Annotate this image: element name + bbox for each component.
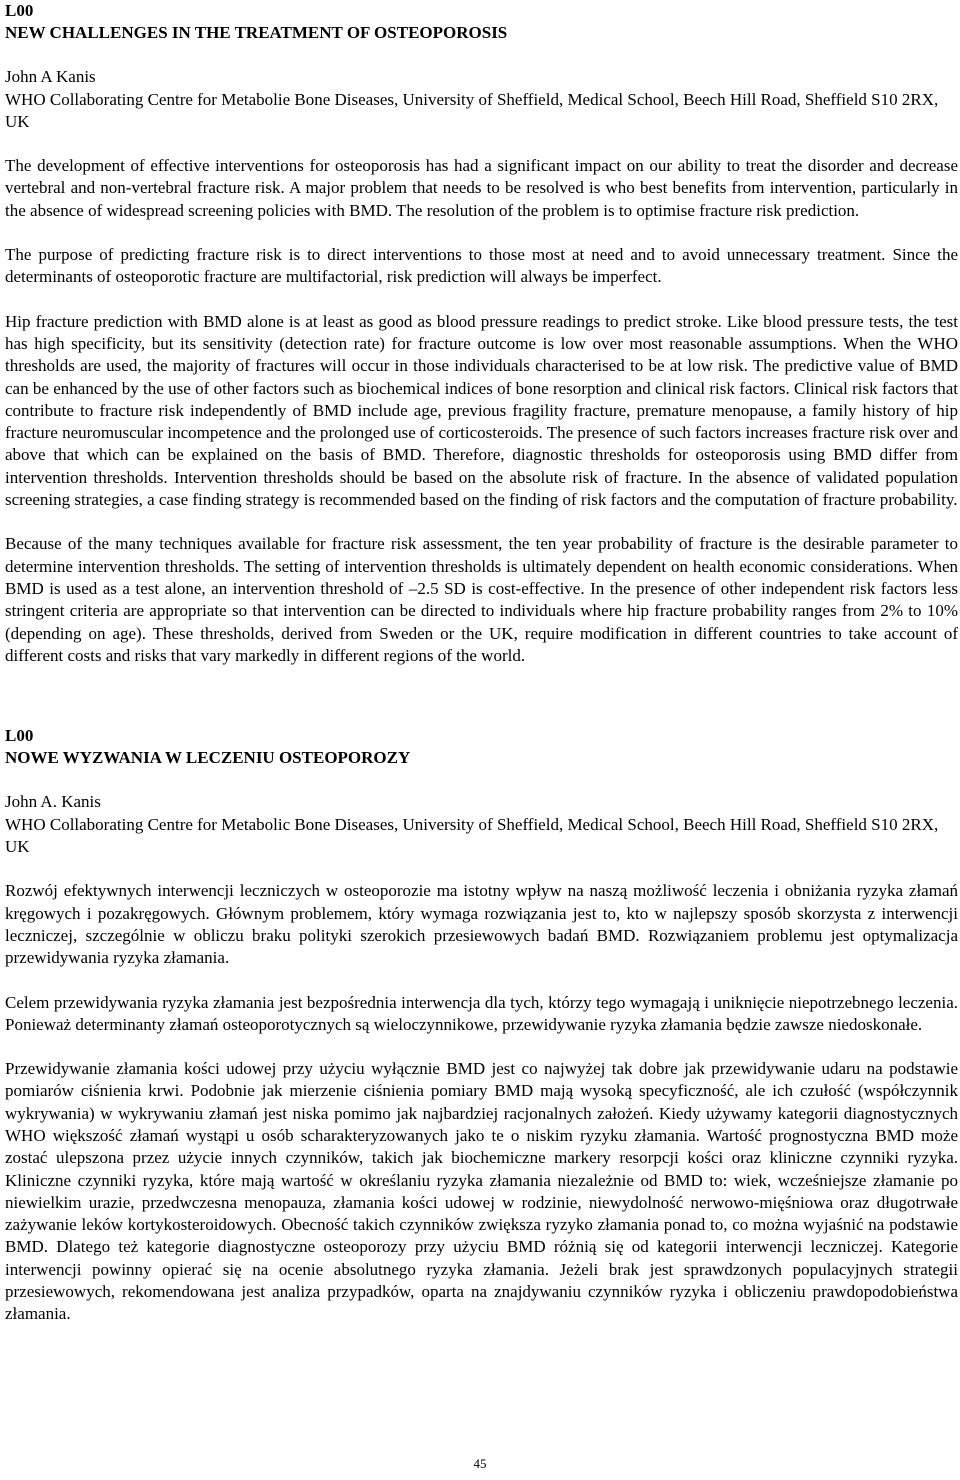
abstract-paragraph: Because of the many techniques available for fracture risk assessment, the ten year probability of fracture is the desirable parameter to determine intervention thresholds. The setting of intervention thresholds is ultimately dependent on health economic considerations. When BMD is used as a test alone, an intervention threshold of –2.5 SD is cost-effective. In the presence of other independent risk factors less stringent criteria are appropriate so that intervention can be directed to individuals where hip fracture probability ranges from 2% to 10% (depending on age). These thresholds, derived from Sweden or the UK, require modification in different countries to take account of different costs and risks that vary markedly in different regions of the world. [5,534,958,665]
abstract-title: NEW CHALLENGES IN THE TREATMENT OF OSTEOPOROSIS [5,23,508,42]
abstract-paragraph: Hip fracture prediction with BMD alone is at least as good as blood pressure readings to predict stroke. Like blood pressure tests, the test has high specificity, but its sensitivity (detection rate) for fracture outcome is low over most reasonable assumptions. When the WHO thresholds are used, the majority of fractures will occur in those individuals characterised to be at low risk. The predictive value of BMD can be enhanced by the use of other factors such as biochemical indices of bone resorption and clinical risk factors. Clinical risk factors that contribute to fracture risk independently of BMD include age, previous fragility fracture, premature menopause, a family history of hip fracture neuromuscular incompetence and the prolonged use of corticosteroids. The presence of such factors increases fracture risk over and above that which can be explained on the basis of BMD. Therefore, diagnostic thresholds for osteoporosis using BMD differ from intervention thresholds. Intervention thresholds should be based on the absolute risk of fracture. In the absence of validated population screening strategies, a case finding strategy is recommended based on the finding of risk factors and the computation of fracture probability. [5,311,958,510]
abstract-code: L00 [5,726,34,746]
spacer [5,289,958,311]
author-affiliation: WHO Collaborating Centre for Metabolie Bone Diseases, University of Sheffield, Medical School, Beech Hill Road, Sheffield S10 2RX, UK [5,89,939,131]
abstract-paragraph: The purpose of predicting fracture risk is to direct interventions to those most at need and to avoid unnecessary treatment. Since the determinants of osteoporotic fracture are multifactorial, risk prediction will always be imperfect. [5,245,958,287]
abstract-code: L00 [5,1,34,20]
spacer [5,769,958,791]
spacer [5,222,958,244]
abstract-paragraph: Przewidywanie złamania kości udowej przy użyciu wyłącznie BMD jest co najwyżej tak dobre jak przewidywanie udaru na podstawie pomiarów ciśnienia krwi. Podobnie jak mierzenie ciśnienia pomiary BMD mają wysoką specyficzność, ale ich czułość (współczynnik wykrywania) w wykrywaniu złamań jest niska pomimo jak najbardziej racjonalnych założeń. Kiedy używamy kategorii diagnostycznych WHO większość złamań wystąpi u osób scharakteryzowanych jako te o niskim ryzyku złamania. Wartość prognostyczna BMD może zostać ulepszona przez użycie innych czynników, takich jak biochemiczne markery resorpcji kości oraz kliniczne czynniki ryzyka. Kliniczne czynniki ryzyka, które mają wartość w określaniu ryzyka złamania niezależnie od BMD to: wiek, wcześniejsze złamanie po niewielkim urazie, przedwczesna menopauza, złamania kości udowej w rodzinie, niewydolność nerwowo-mięśniowa oraz długotrwałe zażywanie leków kortykosteroidowych. Obecność takich czynników zwiększa ryzyko złamania ponad to, co można wyjaśnić na podstawie BMD. Dlatego też kategorie diagnostyczne osteoporozy przy użyciu BMD różnią się od kategorii interwencji leczniczej. Kategorie interwencji powinny opierać się na ocenie absolutnego ryzyka złamania. Jeżeli brak jest sprawdzonych populacyjnych strategii przesiewowych, rekomendowana jest analiza przypadków, oparta na znajdywaniu czynników ryzyka i obliczeniu prawdopodobieństwa złamania. [5,1059,958,1324]
spacer [5,133,958,155]
spacer [5,511,958,533]
english-abstract [5,0,958,667]
section-spacer [5,667,958,725]
spacer [5,858,958,880]
abstract-paragraph: The development of effective interventions for osteoporosis has had a significant impact on our ability to treat the disorder and decrease vertebral and non-vertebral fracture risk. A major problem that needs to be resolved is who best benefits from intervention, particularly in the absence of widespread screening policies with BMD. The resolution of the problem is to optimise fracture risk prediction. [5,156,958,220]
abstract-title: NOWE WYZWANIA W LECZENIU OSTEOPOROZY [5,748,411,768]
spacer [5,44,958,66]
polish-abstract [5,725,958,1326]
author-affiliation: WHO Collaborating Centre for Metabolic Bone Diseases, University of Sheffield, Medical School, Beech Hill Road, Sheffield S10 2RX, UK [5,814,939,857]
page-number: 45 [473,1456,487,1471]
abstract-paragraph: Rozwój efektywnych interwencji leczniczych w osteoporozie ma istotny wpływ na naszą możliwość leczenia i obniżania ryzyka złamań kręgowych i pozakręgowych. Głównym problemem, który wymaga rozwiązania jest to, kto w najlepszy sposób skorzysta z interwencji leczniczej, szczególnie w obliczu braku polityki szerokich przesiewowych badań BMD. Rozwiązaniem problemu jest optymalizacja przewidywania ryzyka złamania. [5,881,958,968]
document-page [5,0,958,1326]
abstract-paragraph: Celem przewidywania ryzyka złamania jest bezpośrednia interwencja dla tych, którzy tego wymagają i uniknięcie niepotrzebnego leczenia. Ponieważ determinanty złamań osteoporotycznych są wieloczynnikowe, przewidywanie ryzyka złamania będzie zawsze niedoskonałe. [5,992,958,1034]
spacer [5,1036,958,1058]
spacer [5,970,958,992]
author-name: John A Kanis [5,67,96,87]
author-name: John A. Kanis [5,792,101,812]
